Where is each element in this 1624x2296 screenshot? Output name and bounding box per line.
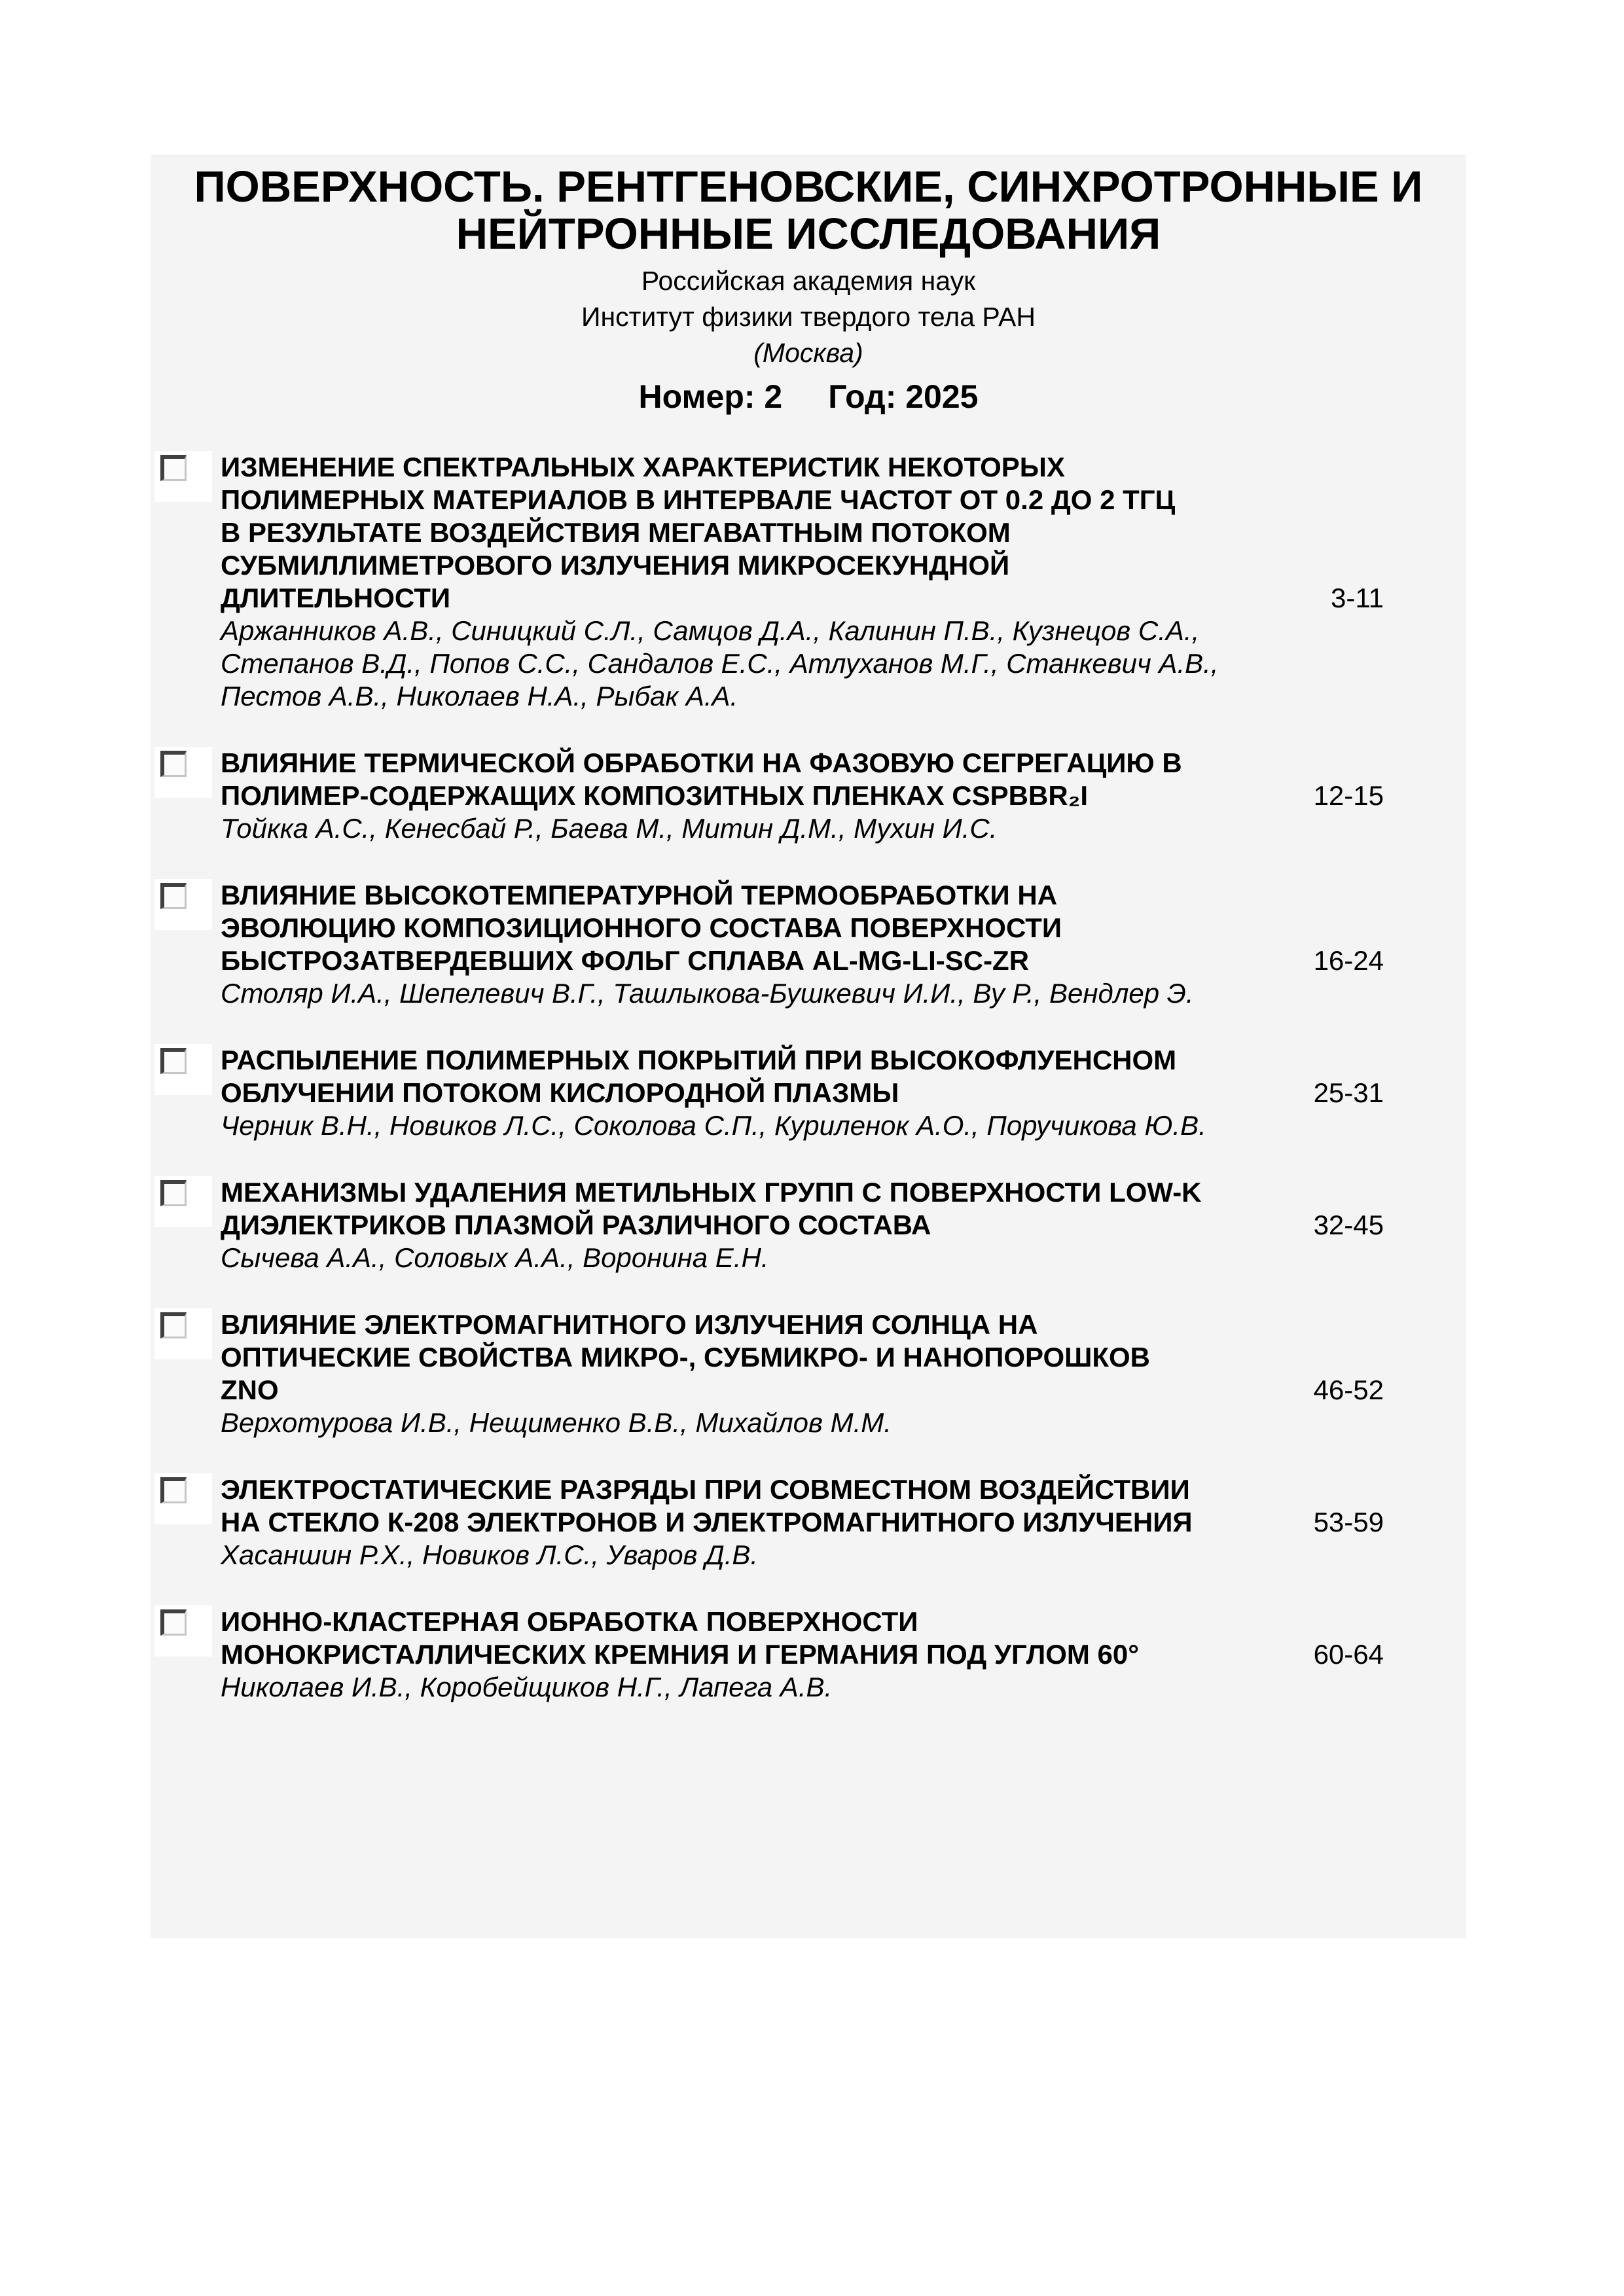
article-pages: 53-59 (1313, 1507, 1384, 1537)
article-checkbox[interactable] (160, 1477, 187, 1503)
toc-entry (154, 747, 1384, 845)
entry-text (221, 1473, 1384, 1571)
article-title: ВЛИЯНИЕ ТЕРМИЧЕСКОЙ ОБРАБОТКИ НА ФАЗОВУЮ СЕГРЕГАЦИЮ В ПОЛИМЕР-СОДЕРЖАЩИХ КОМПОЗИТНЫХ ПЛЕНКАХ CSPBBR₂I (221, 747, 1182, 811)
title-row (221, 1473, 1384, 1539)
checkbox-well (154, 1176, 212, 1227)
checkbox-well (154, 451, 212, 502)
checkbox-well (154, 879, 212, 930)
article-authors: Николаев И.В., Коробейщиков Н.Г., Лапега А.В. (221, 1672, 833, 1702)
checkbox-cell (154, 451, 221, 502)
journal-title: ПОВЕРХНОСТЬ. РЕНТГЕНОВСКИЕ, СИНХРОТРОННЫЕ И НЕЙТРОННЫЕ ИССЛЕДОВАНИЯ (194, 162, 1423, 259)
article-authors: Черник В.Н., Новиков Л.С., Соколова С.П., Куриленок А.О., Поручикова Ю.В. (221, 1110, 1206, 1141)
issue-year-line (151, 378, 1466, 416)
article-title: ИОННО-КЛАСТЕРНАЯ ОБРАБОТКА ПОВЕРХНОСТИ МОНОКРИСТАЛЛИЧЕСКИХ КРЕМНИЯ И ГЕРМАНИЯ ПОД УГЛОМ 60° (221, 1606, 1140, 1670)
entry-text (221, 1308, 1384, 1439)
checkbox-cell (154, 1044, 221, 1095)
article-authors: Верхотурова И.В., Нещименко В.В., Михайлов М.М. (221, 1407, 892, 1438)
article-checkbox[interactable] (160, 1180, 187, 1206)
article-checkbox[interactable] (160, 883, 187, 909)
toc-panel (151, 154, 1466, 1938)
article-authors: Тойкка А.С., Кенесбай Р., Баева М., Митин Д.М., Мухин И.С. (221, 813, 998, 844)
checkbox-cell (154, 1176, 221, 1227)
article-title: ВЛИЯНИЕ ВЫСОКОТЕМПЕРАТУРНОЙ ТЕРМООБРАБОТКИ НА ЭВОЛЮЦИЮ КОМПОЗИЦИОННОГО СОСТАВА ПОВЕРХНОСТИ БЫСТРОЗАТВЕРДЕВШИХ ФОЛЬГ СПЛАВА AL-MG-LI-SC-ZR (221, 880, 1062, 976)
title-row (221, 1308, 1384, 1407)
toc-entry (154, 1473, 1384, 1571)
toc-list (151, 451, 1466, 1704)
checkbox-well (154, 1308, 212, 1359)
title-row (221, 1605, 1384, 1671)
entry-text (221, 879, 1384, 1010)
article-title: ЭЛЕКТРОСТАТИЧЕСКИЕ РАЗРЯДЫ ПРИ СОВМЕСТНОМ ВОЗДЕЙСТВИИ НА СТЕКЛО К-208 ЭЛЕКТРОНОВ И ЭЛЕКТРОМАГНИТНОГО ИЗЛУЧЕНИЯ (221, 1474, 1193, 1537)
article-pages: 25-31 (1313, 1077, 1384, 1108)
institute-line: Институт физики твердого тела РАН (581, 302, 1036, 332)
entry-text (221, 1176, 1384, 1274)
journal-header (151, 164, 1466, 416)
article-checkbox[interactable] (160, 751, 187, 777)
article-checkbox[interactable] (160, 1312, 187, 1338)
checkbox-well (154, 1473, 212, 1524)
entry-text (221, 451, 1384, 713)
checkbox-cell (154, 1605, 221, 1657)
entry-text (221, 747, 1384, 845)
article-pages: 3-11 (1331, 583, 1384, 613)
title-row (221, 747, 1384, 812)
article-checkbox[interactable] (160, 1609, 187, 1636)
toc-entry (154, 1044, 1384, 1142)
article-pages: 46-52 (1313, 1374, 1384, 1405)
title-row (221, 1176, 1384, 1242)
article-title: ВЛИЯНИЕ ЭЛЕКТРОМАГНИТНОГО ИЗЛУЧЕНИЯ СОЛНЦА НА ОПТИЧЕСКИЕ СВОЙСТВА МИКРО-, СУБМИКРО- И НАНОПОРОШКОВ ZNO (221, 1309, 1151, 1405)
article-authors: Сычева А.А., Соловых А.А., Воронина Е.Н. (221, 1242, 769, 1273)
article-title: МЕХАНИЗМЫ УДАЛЕНИЯ МЕТИЛЬНЫХ ГРУПП С ПОВЕРХНОСТИ LOW-K ДИЭЛЕКТРИКОВ ПЛАЗМОЙ РАЗЛИЧНОГО СОСТАВА (221, 1177, 1202, 1240)
toc-entry (154, 451, 1384, 713)
toc-entry (154, 1176, 1384, 1274)
article-authors: Хасаншин Р.Х., Новиков Л.С., Уваров Д.В. (221, 1539, 759, 1570)
article-title: РАСПЫЛЕНИЕ ПОЛИМЕРНЫХ ПОКРЫТИЙ ПРИ ВЫСОКОФЛУЕНСНОМ ОБЛУЧЕНИИ ПОТОКОМ КИСЛОРОДНОЙ ПЛАЗМЫ (221, 1045, 1177, 1108)
city-line: (Москва) (753, 338, 863, 368)
checkbox-cell (154, 879, 221, 930)
title-row (221, 1044, 1384, 1109)
checkbox-well (154, 1044, 212, 1095)
issue-number: Номер: 2 (638, 378, 783, 415)
article-pages: 16-24 (1313, 945, 1384, 976)
checkbox-well (154, 747, 212, 798)
article-authors: Столяр И.А., Шепелевич В.Г., Ташлыкова-Бушкевич И.И., Ву Р., Вендлер Э. (221, 978, 1194, 1009)
toc-entry (154, 879, 1384, 1010)
checkbox-well (154, 1605, 212, 1657)
issue-year: Год: 2025 (828, 378, 979, 415)
article-authors: Аржанников А.В., Синицкий С.Л., Самцов Д.А., Калинин П.В., Кузнецов С.А., Степанов В.Д., Попов С.С., Сандалов Е.С., Атлуханов М.Г., Станкевич А.В., Пестов А.В., Николаев Н.А., Рыбак А.А. (221, 615, 1219, 711)
title-row (221, 451, 1384, 615)
toc-entry (154, 1605, 1384, 1704)
article-checkbox[interactable] (160, 455, 187, 481)
article-checkbox[interactable] (160, 1048, 187, 1074)
checkbox-cell (154, 1473, 221, 1524)
title-row (221, 879, 1384, 977)
entry-text (221, 1044, 1384, 1142)
academy-line: Российская академия наук (641, 266, 976, 296)
entry-text (221, 1605, 1384, 1704)
checkbox-cell (154, 1308, 221, 1359)
toc-entry (154, 1308, 1384, 1439)
article-pages: 32-45 (1313, 1210, 1384, 1240)
article-title: ИЗМЕНЕНИЕ СПЕКТРАЛЬНЫХ ХАРАКТЕРИСТИК НЕКОТОРЫХ ПОЛИМЕРНЫХ МАТЕРИАЛОВ В ИНТЕРВАЛЕ ЧАСТОТ ОТ 0.2 ДО 2 ТГЦ В РЕЗУЛЬТАТЕ ВОЗДЕЙСТВИЯ МЕГАВАТТНЫМ ПОТОКОМ СУБМИЛЛИМЕТРОВОГО ИЗЛУЧЕНИЯ МИКРОСЕКУНДНОЙ ДЛИТЕЛЬНОСТИ (221, 452, 1176, 613)
article-pages: 60-64 (1313, 1639, 1384, 1670)
checkbox-cell (154, 747, 221, 798)
article-pages: 12-15 (1313, 780, 1384, 811)
